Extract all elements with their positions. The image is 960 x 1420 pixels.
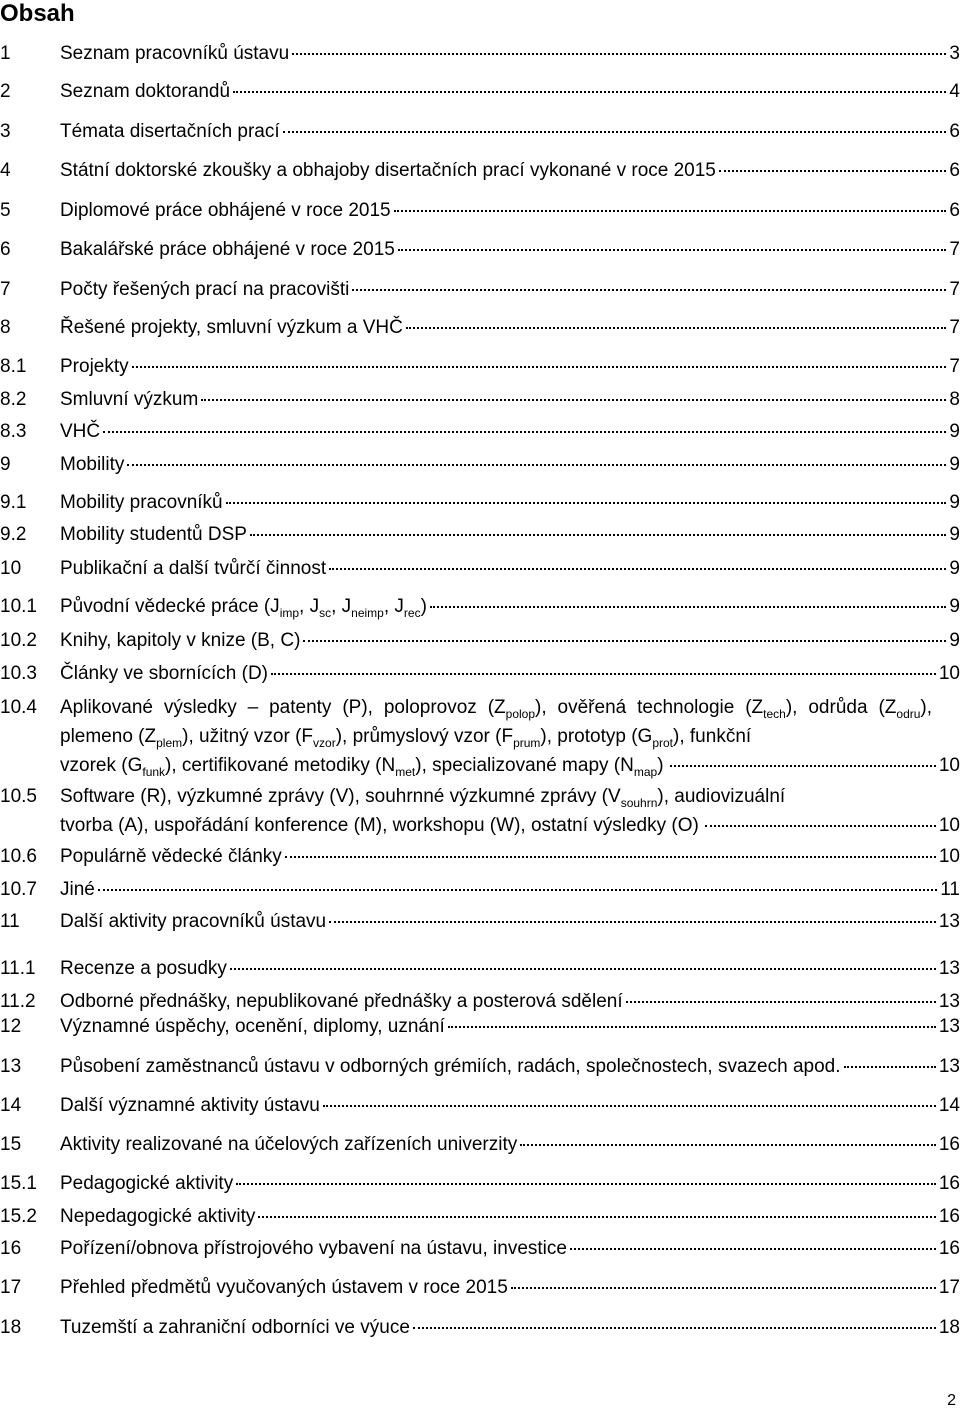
toc-entry-1[interactable]: [0, 40, 960, 67]
entry-page: 17: [938, 1277, 960, 1298]
dot-leader: [398, 249, 947, 251]
entry-number: 6: [0, 239, 11, 260]
toc-entry-10-1[interactable]: [0, 593, 960, 620]
entry-number: 18: [0, 1317, 22, 1338]
entry-page: 13: [938, 1056, 960, 1077]
toc-entry-15-1[interactable]: [0, 1170, 960, 1197]
subscript: imp: [279, 605, 300, 620]
entry-label: Tuzemští a zahraniční odborníci ve výuce: [60, 1317, 410, 1338]
entry-label: Témata disertačních prací: [60, 121, 280, 142]
dot-leader: [406, 327, 947, 329]
entry-last-line: [60, 751, 960, 780]
entry-number: 8.1: [0, 356, 27, 377]
entry-page: 6: [949, 160, 960, 181]
toc-entry-10-4[interactable]: [0, 693, 960, 780]
entry-label: Přehled předmětů vyučovaných ústavem v roce 2015: [60, 1277, 508, 1298]
toc-entry-10-2[interactable]: [0, 627, 960, 654]
dot-leader: [430, 606, 947, 608]
dot-leader: [285, 856, 936, 858]
dot-leader: [329, 568, 946, 570]
dot-leader: [520, 1144, 936, 1146]
dot-leader: [352, 289, 946, 291]
entry-page: 10: [938, 755, 960, 776]
subscript: odru: [896, 706, 921, 721]
entry-label: Populárně vědecké články: [60, 846, 282, 867]
entry-label: Publikační a další tvůrčí činnost: [60, 558, 327, 579]
entry-number: 15: [0, 1134, 22, 1155]
entry-label: Diplomové práce obhájené v roce 2015: [60, 200, 391, 221]
dot-leader: [250, 534, 947, 536]
entry-label: Odborné přednášky, nepublikované přednášky a posterová sdělení: [60, 991, 623, 1012]
entry-number: 8.3: [0, 421, 27, 442]
toc-entry-15-2[interactable]: [0, 1203, 960, 1230]
entry-page: 13: [938, 911, 960, 932]
entry-number: 15.1: [0, 1173, 37, 1194]
dot-leader: [103, 431, 946, 433]
subscript: prot: [652, 735, 674, 750]
toc-entry-8-2[interactable]: [0, 386, 960, 413]
entry-label: Bakalářské práce obhájené v roce 2015: [60, 239, 395, 260]
entry-page: 9: [949, 454, 960, 475]
entry-number: 12: [0, 1016, 22, 1037]
entry-page: 16: [938, 1173, 960, 1194]
toc-entry-9-1[interactable]: [0, 489, 960, 516]
entry-label: Články ve sbornících (D): [60, 663, 269, 684]
toc-entry-18[interactable]: [0, 1314, 960, 1341]
toc-entry-8-1[interactable]: [0, 353, 960, 380]
entry-page: 7: [949, 356, 960, 377]
subscript: map: [633, 764, 658, 779]
subscript: met: [395, 764, 416, 779]
dot-leader: [201, 399, 946, 401]
toc-entry-10-6[interactable]: [0, 843, 960, 870]
entry-label: Pořízení/obnova přístrojového vybavení na ústavu, investice: [60, 1238, 567, 1259]
entry-number: 10.2: [0, 630, 37, 651]
toc-entry-10-3[interactable]: [0, 660, 960, 687]
toc-entry-8-3[interactable]: [0, 418, 960, 445]
entry-label: Mobility: [60, 454, 125, 475]
subscript: tech: [763, 706, 786, 721]
entry-label: Recenze a posudky: [60, 958, 227, 979]
entry-page: 10: [938, 663, 960, 684]
entry-number: 7: [0, 279, 11, 300]
toc-heading: Obsah: [0, 0, 75, 27]
entry-page: 6: [949, 121, 960, 142]
subscript: sc: [319, 605, 332, 620]
entry-label: Mobility studentů DSP: [60, 524, 247, 545]
dot-leader: [230, 968, 936, 970]
entry-page: 13: [938, 1016, 960, 1037]
toc-entry-9-2[interactable]: [0, 521, 960, 548]
entry-page: 18: [938, 1317, 960, 1338]
toc-entry-10[interactable]: [0, 555, 960, 582]
entry-number: 11.2: [0, 991, 36, 1012]
subscript: funk: [142, 764, 166, 779]
dot-leader: [127, 464, 946, 466]
entry-page: 4: [949, 81, 960, 102]
subscript: prum: [513, 735, 541, 750]
entry-number: 9.2: [0, 524, 27, 545]
toc-entry-2[interactable]: [0, 78, 960, 105]
toc-entry-11-2[interactable]: [0, 988, 960, 1015]
subscript: vzor: [313, 735, 336, 750]
entry-page: 7: [949, 279, 960, 300]
entry-label-end: tvorba (A), uspořádání konference (M), workshopu (W), ostatní výsledky (O): [60, 815, 699, 836]
entry-page: 9: [949, 630, 960, 651]
dot-leader: [719, 170, 947, 172]
entry-number: 11: [0, 911, 20, 932]
subscript: rec: [403, 605, 421, 620]
dot-leader: [292, 53, 946, 55]
entry-page: 3: [949, 43, 960, 64]
toc-entry-9[interactable]: [0, 451, 960, 478]
entry-number: 9.1: [0, 492, 27, 513]
entry-page: 16: [938, 1238, 960, 1259]
subscript: plem: [156, 735, 183, 750]
entry-number: 1: [0, 43, 11, 64]
entry-label-end: vzorek $(G_{funk})$, certifikované metodiky $(N_{met})$, specializované mapy $(N_{map})$: [60, 755, 664, 779]
toc-entry-16[interactable]: [0, 1235, 960, 1262]
entry-number: 10.5: [0, 786, 37, 807]
dot-leader: [570, 1248, 936, 1250]
entry-label: Další významné aktivity ústavu: [60, 1095, 320, 1116]
entry-number: 10: [0, 558, 22, 579]
entry-page: 8: [949, 389, 960, 410]
subscript: neimp: [351, 605, 384, 620]
dot-leader: [271, 673, 936, 675]
entry-label: Jiné: [60, 879, 95, 900]
entry-page: 9: [949, 596, 960, 617]
entry-label: Pedagogické aktivity: [60, 1173, 234, 1194]
toc-entry-10-5[interactable]: [0, 782, 960, 840]
dot-leader: [236, 1183, 936, 1185]
entry-number: 8.2: [0, 389, 27, 410]
dot-leader: [226, 502, 947, 504]
entry-label: Státní doktorské zkoušky a obhajoby disertačních prací vykonané v roce 2015: [60, 160, 716, 181]
entry-label: Smluvní výzkum: [60, 389, 199, 410]
entry-page: 10: [938, 815, 960, 836]
entry-number: 10.3: [0, 663, 37, 684]
toc-entry-10-7[interactable]: [0, 876, 960, 903]
toc-entry-11-1[interactable]: [0, 955, 960, 982]
entry-label: Projekty: [60, 356, 129, 377]
entry-page: 9: [949, 421, 960, 442]
toc-entry-7[interactable]: [0, 276, 960, 303]
entry-page: 7: [949, 317, 960, 338]
entry-last-line: [60, 811, 960, 840]
entry-number: 15.2: [0, 1206, 37, 1227]
subscript: polop: [505, 706, 536, 721]
toc-entry-11[interactable]: [0, 908, 960, 935]
entry-page: 9: [949, 524, 960, 545]
entry-number: 9: [0, 454, 11, 475]
entry-label: Další aktivity pracovníků ústavu: [60, 911, 327, 932]
dot-leader: [98, 889, 937, 891]
entry-number: 16: [0, 1238, 22, 1259]
entry-page: 14: [938, 1095, 960, 1116]
entry-number: 17: [0, 1277, 22, 1298]
toc-entry-3[interactable]: [0, 118, 960, 145]
toc-entry-6[interactable]: [0, 236, 960, 263]
entry-number: 11.1: [0, 958, 36, 979]
entry-label: Řešené projekty, smluvní výzkum a VHČ: [60, 317, 403, 338]
toc-entry-8[interactable]: [0, 314, 960, 341]
dot-leader: [303, 640, 946, 642]
toc-entry-5[interactable]: [0, 197, 960, 224]
dot-leader: [258, 1216, 935, 1218]
dot-leader: [511, 1287, 936, 1289]
entry-number: 3: [0, 121, 11, 142]
dot-leader: [670, 765, 936, 767]
dot-leader: [283, 131, 947, 133]
entry-label: Seznam pracovníků ústavu: [60, 43, 290, 64]
entry-page: 6: [949, 200, 960, 221]
entry-number: 4: [0, 160, 11, 181]
dot-leader: [448, 1026, 936, 1028]
entry-label: Aplikované výsledky – patenty (P), poloprovoz $(Z_{polop})$, ověřená technologie $(Z_{tech})$, odrůda $(Z_{odru})$, plemeno $(Z_{plem})$, užitný vzor $(F_{vzor})$, průmyslový vzor $(F_{prum})$, prototyp $(G_{prot})$, funkční: [60, 697, 933, 750]
entry-page: 9: [949, 558, 960, 579]
entry-label: Mobility pracovníků: [60, 492, 223, 513]
entry-page: 10: [938, 846, 960, 867]
dot-leader: [233, 91, 946, 93]
entry-number: 14: [0, 1095, 22, 1116]
entry-number: 8: [0, 317, 11, 338]
entry-page: 9: [949, 492, 960, 513]
entry-page: 11: [940, 879, 960, 900]
toc-entry-4[interactable]: [0, 157, 960, 184]
dot-leader: [705, 825, 936, 827]
entry-label: Software (R), výzkumné zprávy (V), souhrnné výzkumné zprávy $(V_{souhrn})$, audiovizuální: [60, 786, 786, 810]
entry-number: 10.6: [0, 846, 37, 867]
entry-label: Knihy, kapitoly v knize (B, C): [60, 630, 301, 651]
entry-page: 16: [938, 1134, 960, 1155]
entry-label: Počty řešených prací na pracovišti: [60, 279, 350, 300]
dot-leader: [323, 1105, 936, 1107]
entry-number: 5: [0, 200, 11, 221]
entry-number: 10.1: [0, 596, 37, 617]
entry-label: Původní vědecké práce ($J_{imp}$, $J_{sc}$, $J_{neimp}$, $J_{rec}$): [60, 596, 427, 620]
toc-entry-12[interactable]: [0, 1013, 960, 1040]
dot-leader: [329, 921, 936, 923]
toc-entry-17[interactable]: [0, 1274, 960, 1301]
entry-label: Seznam doktorandů: [60, 81, 231, 102]
page-number: 2: [947, 1392, 956, 1409]
dot-leader: [626, 1001, 936, 1003]
entry-number: 10.4: [0, 697, 37, 718]
dot-leader: [132, 366, 947, 368]
dot-leader: [394, 210, 947, 212]
dot-leader: [844, 1066, 936, 1068]
toc-entry-13[interactable]: [0, 1053, 960, 1080]
toc-entry-15[interactable]: [0, 1131, 960, 1158]
entry-number: 2: [0, 81, 11, 102]
entry-label: Působení zaměstnanců ústavu v odborných grémiích, radách, společnostech, svazech apod.: [60, 1056, 841, 1077]
entry-label: Významné úspěchy, ocenění, diplomy, uznání: [60, 1016, 445, 1037]
entry-page: 7: [949, 239, 960, 260]
entry-label: VHČ: [60, 421, 101, 442]
entry-number: 10.7: [0, 879, 37, 900]
dot-leader: [413, 1327, 936, 1329]
entry-page: 16: [938, 1206, 960, 1227]
subscript: souhrn: [620, 795, 658, 810]
entry-number: 13: [0, 1056, 22, 1077]
entry-label: Nepedagogické aktivity: [60, 1206, 256, 1227]
toc-entry-14[interactable]: [0, 1092, 960, 1119]
entry-label: Aktivity realizované na účelových zařízeních univerzity: [60, 1134, 518, 1155]
entry-page: 13: [938, 991, 960, 1012]
entry-page: 13: [938, 958, 960, 979]
